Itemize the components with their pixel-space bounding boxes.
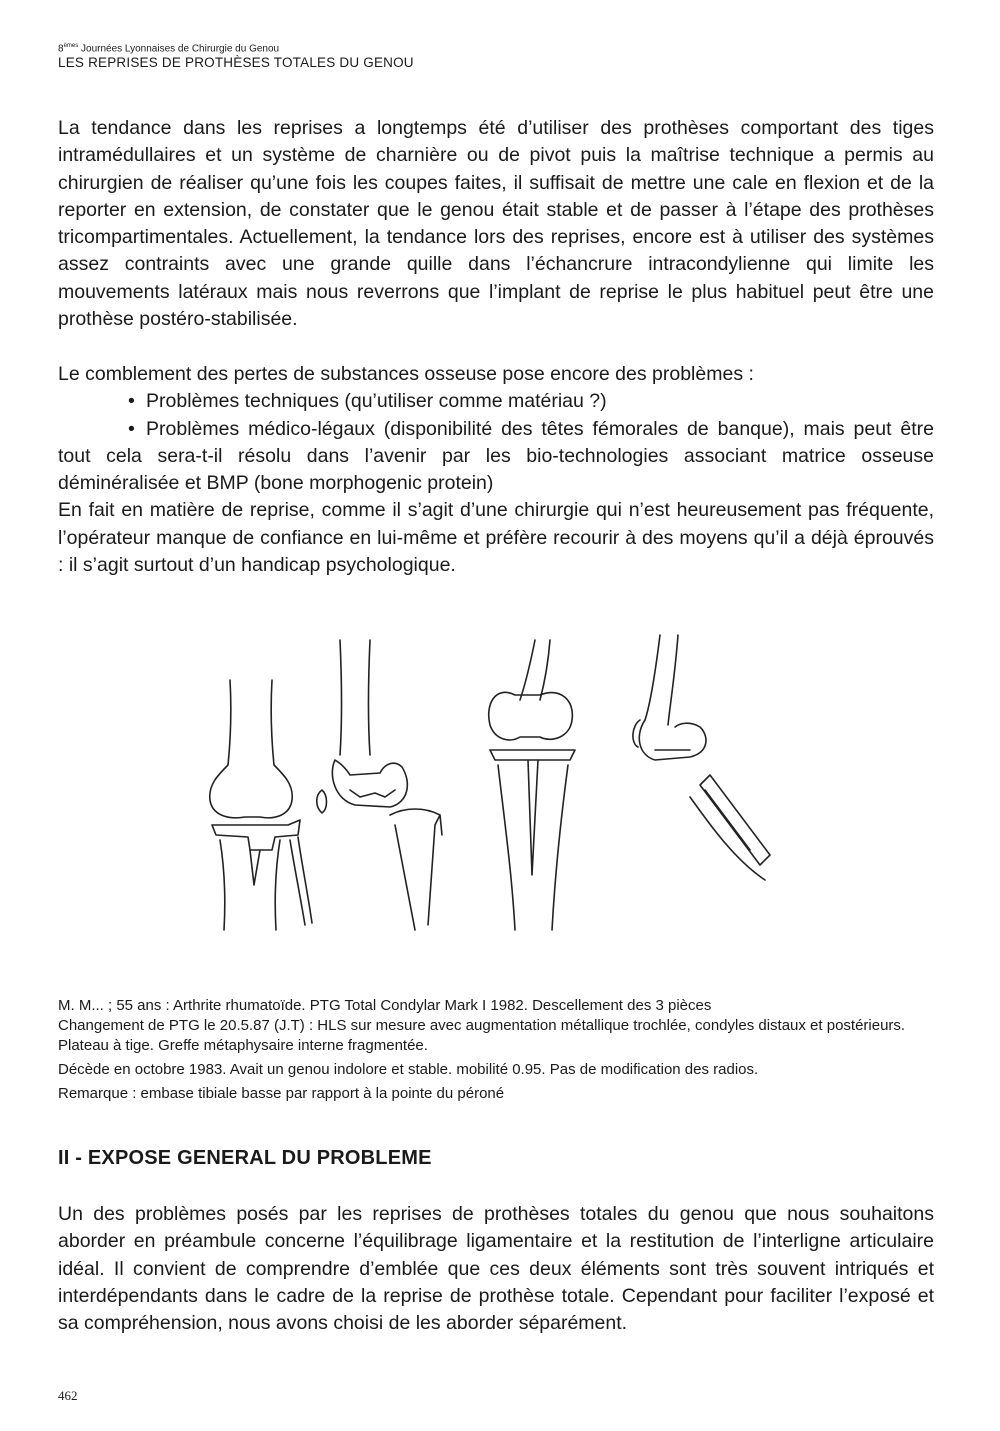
bullet-icon: •	[128, 417, 135, 440]
caption-line-2: Changement de PTG le 20.5.87 (J.T) : HLS sur mesure avec augmentation métallique trochlée, condyles distaux et postérieurs. Plateau à tige. Greffe métaphysaire interne fragmentée.	[58, 1017, 906, 1054]
bullet-text-2: Problèmes médico-légaux (disponibilité des têtes fémorales de banque), mais peut être tout cela sera-t-il résolu dans l’avenir par les bio-technologies associant matrice osseuse déminéralisée et BMP (bone morphogenic protein)	[58, 417, 934, 495]
caption-line-3: Décède en octobre 1983. Avait un genou indolore et stable. mobilité 0.95. Pas de modification des radios.	[58, 1061, 759, 1078]
knee-drawing-lateral-4	[633, 635, 770, 880]
caption-line-1: M. M... ; 55 ans : Arthrite rhumatoïde. PTG Total Condylar Mark I 1982. Descellement des 3 pièces	[58, 997, 712, 1014]
bullet-item-1	[58, 388, 934, 415]
paragraph-3: Un des problèmes posés par les reprises de prothèses totales du genou que nous souhaitons aborder en préambule concerne l’équilibrage ligamentaire et la restitution de l’interligne articulaire idéal. Il convient de comprendre d’emblée que ces deux éléments sont très souvent intriqués et interdépendants dans le cadre de la reprise de prothèse totale. Cependant pour faciliter l’exposé et sa compréhension, nous avons choisi de les aborder séparément.	[58, 1203, 934, 1335]
paragraph-2-intro: Le comblement des pertes de substances osseuse pose encore des problèmes :	[58, 363, 754, 385]
running-header	[58, 40, 414, 71]
paragraph-1: La tendance dans les reprises a longtemps été d’utiliser des prothèses comportant des tiges intramédullaires et un système de charnière ou de pivot puis la maîtrise technique a permis au chirurgien de réaliser qu’une fois les coupes faites, il suffisait de mettre une cale en flexion et de la reporter en extension, de constater que le genou était stable et de passer à l’étape des prothèses tricompartimentales. Actuellement, la tendance lors des reprises, encore est à utiliser des systèmes assez contraints avec une grande quille dans l’échancrure intracondylienne qui limite les mouvements latéraux mais nous reverrons que l’implant de reprise le plus habituel peut être une prothèse postéro-stabilisée.	[58, 117, 934, 331]
paragraph-2	[58, 361, 934, 579]
journal-title: Journées Lyonnaises de Chirurgie du Genou	[81, 43, 280, 55]
figure-caption	[58, 996, 948, 1104]
bullet-item-2	[58, 416, 934, 498]
knee-drawing-frontal-1	[210, 680, 312, 930]
journal-name	[58, 40, 414, 55]
section-heading: II - EXPOSE GENERAL DU PROBLEME	[58, 1147, 432, 1169]
caption-line-4: Remarque : embase tibiale basse par rapport à la pointe du péroné	[58, 1085, 505, 1102]
knee-drawing-frontal-3	[489, 640, 575, 930]
bullet-icon: •	[128, 390, 135, 413]
bullet-text-1: Problèmes techniques (qu’utiliser comme matériau ?)	[146, 390, 607, 413]
paragraph-2-conclusion: En fait en matière de reprise, comme il s’agit d’une chirurgie qui n’est heureusement pas fréquente, l’opérateur manque de confiance en lui-même et préfère recourir à des moyens qu’il a déjà éprouvés : il s’agit surtout d’un handicap psychologique.	[58, 499, 934, 577]
page-number: 462	[58, 1388, 78, 1403]
ordinal-suffix: èmes	[63, 43, 79, 49]
knee-prosthesis-illustration	[190, 625, 790, 945]
knee-drawing-lateral-2	[317, 640, 442, 930]
book-title: LES REPRISES DE PROTHÈSES TOTALES DU GENOU	[58, 55, 414, 71]
ordinal-number: 8	[58, 43, 64, 55]
